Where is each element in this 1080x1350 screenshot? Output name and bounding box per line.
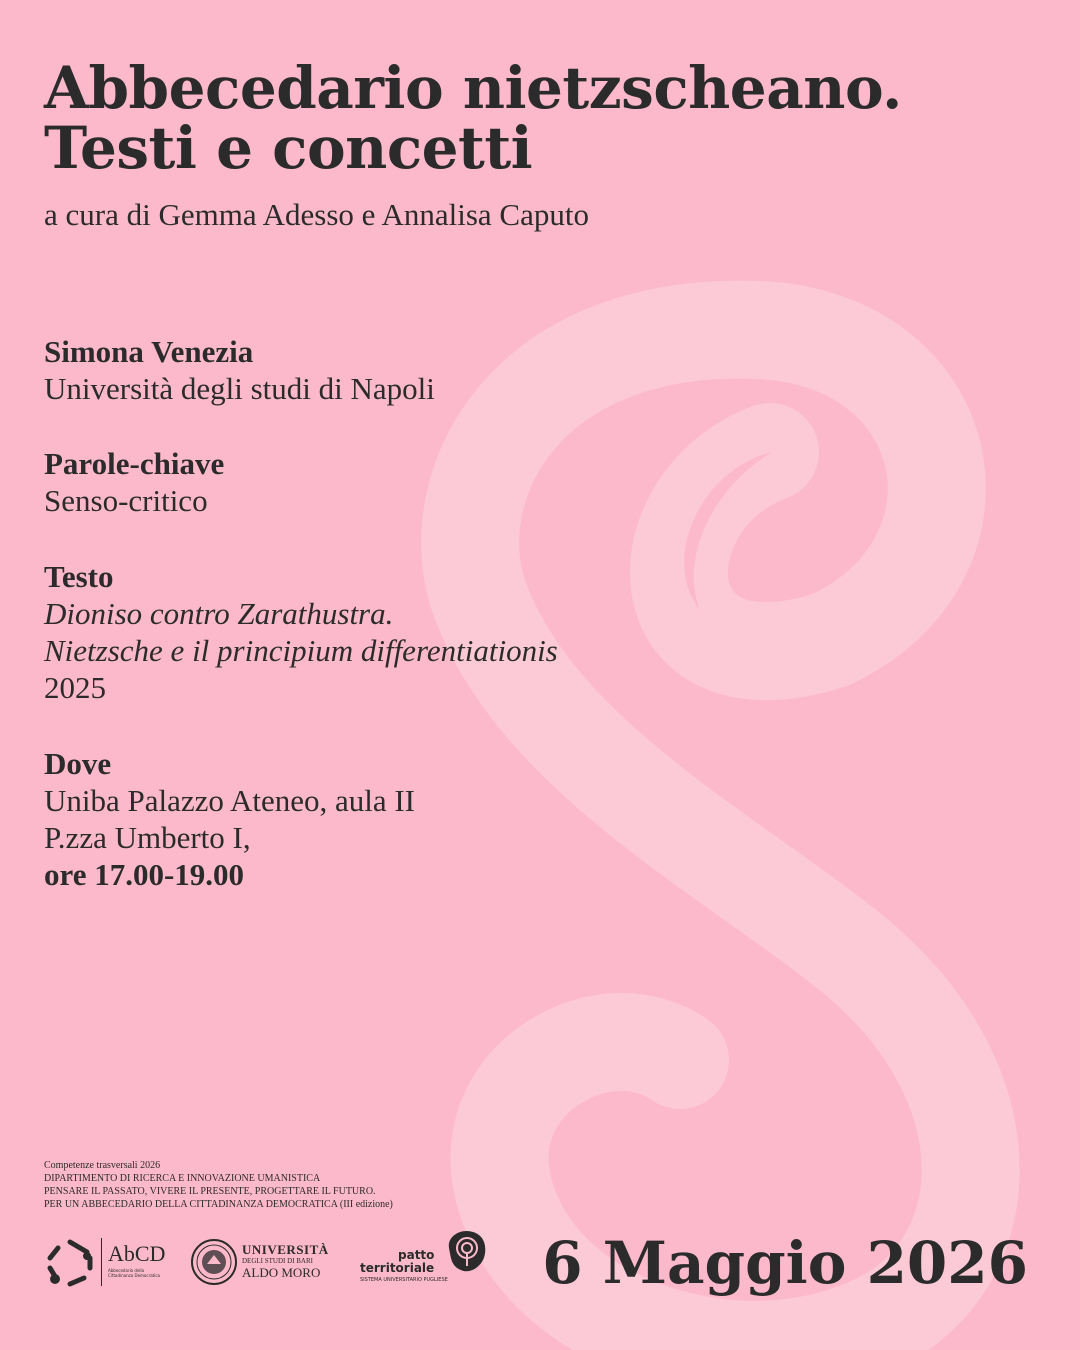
keywords-heading: Parole-chiave: [44, 446, 225, 481]
footer-credits: [44, 1159, 393, 1211]
patto-line-1: patto: [398, 1248, 435, 1262]
curators: a cura di Gemma Adesso e Annalisa Caputo: [44, 197, 589, 232]
title-line-1: Abbecedario nietzscheano.: [44, 54, 902, 122]
title-line-2: Testi e concetti: [44, 114, 533, 182]
where-place: Uniba Palazzo Ateneo, aula II: [44, 783, 415, 818]
where-block: [44, 745, 415, 893]
text-year: 2025: [44, 670, 106, 705]
event-title: [44, 54, 902, 182]
abcd-divider: [101, 1238, 102, 1286]
patto-territoriale-logo: [360, 1228, 490, 1292]
footer-line-4: PER UN ABBECEDARIO DELLA CITTADINANZA DEMOCRATICA (III edizione): [44, 1199, 393, 1210]
abcd-subtext: Abbecedario della Cittadinanza Democratica: [108, 1268, 160, 1278]
footer-line-2: DIPARTIMENTO DI RICERCA E INNOVAZIONE UMANISTICA: [44, 1173, 321, 1184]
abcd-logo: [44, 1228, 179, 1292]
footer-line-3: PENSARE IL PASSATO, VIVERE IL PRESENTE, PROGETTARE IL FUTURO.: [44, 1186, 376, 1197]
text-title-line-2: Nietzsche e il principium differentiationis: [44, 633, 558, 668]
keywords-block: [44, 445, 224, 519]
uniba-line-1: UNIVERSITÀ: [242, 1242, 329, 1257]
text-heading: Testo: [44, 559, 114, 594]
uniba-seal-icon: [190, 1238, 238, 1286]
keywords-value: Senso-critico: [44, 483, 208, 518]
patto-line-3: SISTEMA UNIVERSITARIO PUGLIESE: [360, 1277, 448, 1283]
uniba-logo: [190, 1228, 340, 1292]
text-block: [44, 558, 558, 706]
where-address: P.zza Umberto I,: [44, 820, 251, 855]
text-title-line-1: Dioniso contro Zarathustra.: [44, 596, 394, 631]
where-heading: Dove: [44, 746, 112, 781]
footer-line-1: Competenze trasversali 2026: [44, 1160, 161, 1171]
abcd-hexagon-icon: [44, 1236, 96, 1288]
speaker-affiliation: Università degli studi di Napoli: [44, 371, 435, 406]
patto-fingerprint-icon: [443, 1228, 489, 1274]
speaker-block: [44, 333, 435, 407]
uniba-line-3: ALDO MORO: [242, 1265, 321, 1280]
abcd-wordmark: AbCD: [108, 1241, 166, 1266]
uniba-line-2: DEGLI STUDI DI BARI: [242, 1257, 313, 1265]
patto-line-2: territoriale: [360, 1261, 435, 1275]
event-date: 6 Maggio 2026: [542, 1229, 1028, 1297]
speaker-name: Simona Venezia: [44, 334, 254, 369]
where-time: ore 17.00-19.00: [44, 857, 245, 892]
